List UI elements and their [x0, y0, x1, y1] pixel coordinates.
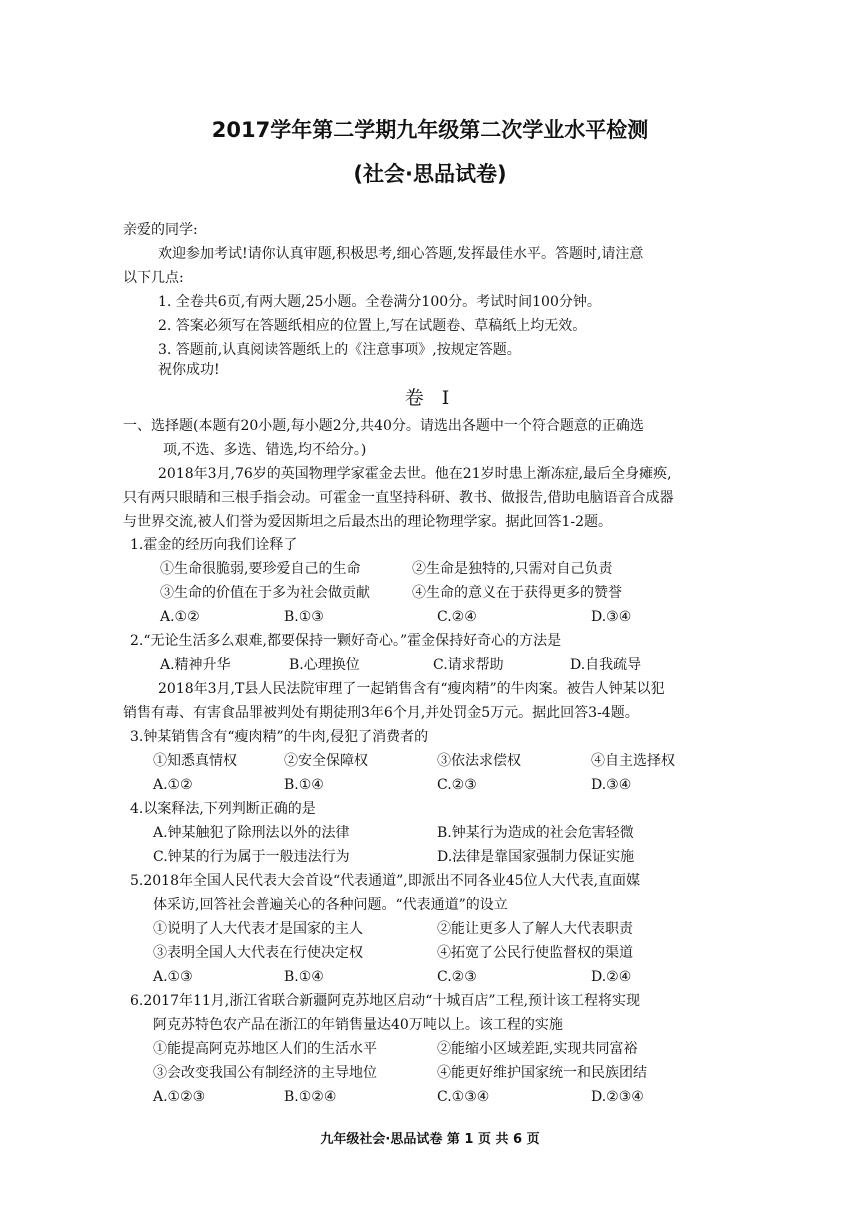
- q1-option-b: B.①③: [284, 609, 324, 625]
- q3-option-c: C.②③: [437, 777, 477, 793]
- q1-option-d: D.③④: [591, 609, 632, 625]
- q6-option-d: D.②③④: [591, 1089, 644, 1105]
- part1-heading-cont: 项,不选、多选、错选,均不给分。): [163, 442, 367, 458]
- q6-option-b: B.①②④: [284, 1089, 337, 1105]
- notice-3: 3. 答题前,认真阅读答题纸上的《注意事项》,按规定答题。: [158, 342, 521, 358]
- q6-statement-4: ④能更好维护国家统一和民族团结: [437, 1065, 647, 1081]
- q5-statement-2: ②能让更多人了解人大代表职责: [437, 921, 633, 937]
- question-3-stem: 3.钟某销售含有“瘦肉精”的牛肉,侵犯了消费者的: [130, 729, 429, 745]
- q6-option-c: C.①③④: [437, 1089, 490, 1105]
- q1-statement-4: ④生命的意义在于获得更多的赞誉: [412, 585, 622, 601]
- q5-statement-3: ③表明全国人大代表在行使决定权: [153, 945, 363, 961]
- q3-option-a: A.①②: [153, 777, 193, 793]
- q3-statement-2: ②安全保障权: [284, 753, 368, 769]
- material-1-line-3: 与世界交流,被人们誉为爱因斯坦之后最杰出的理论物理学家。据此回答1-2题。: [123, 514, 612, 530]
- intro-paragraph: 欢迎参加考试!请你认真审题,积极思考,细心答题,发挥最佳水平。答题时,请注意: [158, 246, 644, 262]
- q6-statement-1: ①能提高阿克苏地区人们的生活水平: [153, 1041, 377, 1057]
- q5-option-a: A.①③: [153, 969, 193, 985]
- q2-option-d: D.自我疏导: [570, 657, 642, 673]
- q2-option-b: B.心理换位: [289, 657, 360, 673]
- q3-option-d: D.③④: [591, 777, 632, 793]
- q1-statement-1: ①生命很脆弱,要珍爱自己的生命: [160, 561, 361, 577]
- material-2-line-1: 2018年3月,T县人民法院审理了一起销售含有“瘦肉精”的牛肉案。被告人钟某以犯: [158, 681, 665, 697]
- section-label: 卷 I: [404, 387, 456, 409]
- q5-option-b: B.①④: [284, 969, 324, 985]
- question-1-stem: 1.霍金的经历向我们诠释了: [130, 537, 298, 553]
- material-2-line-2: 销售有毒、有害食品罪被判处有期徒刑3年6个月,并处罚金5万元。据此回答3-4题。: [123, 705, 639, 721]
- q3-statement-4: ④自主选择权: [591, 753, 675, 769]
- q4-option-b: B.钟某行为造成的社会危害轻微: [437, 825, 634, 841]
- question-2-stem: 2.“无论生活多么艰难,都要保持一颗好奇心。”霍金保持好奇心的方法是: [130, 633, 562, 649]
- exam-subtitle: (社会·思品试卷): [353, 162, 507, 186]
- material-1-line-1: 2018年3月,76岁的英国物理学家霍金去世。他在21岁时患上渐冻症,最后全身瘫痪,: [158, 466, 672, 482]
- part1-heading: 一、选择题(本题有20小题,每小题2分,共40分。请选出各题中一个符合题意的正确选: [123, 418, 644, 434]
- q3-statement-1: ①知悉真情权: [153, 753, 237, 769]
- exam-title: 2017学年第二学期九年级第二次学业水平检测: [211, 118, 649, 142]
- q5-option-c: C.②③: [437, 969, 477, 985]
- q6-statement-3: ③会改变我国公有制经济的主导地位: [153, 1065, 377, 1081]
- question-6-stem: 6.2017年11月,浙江省联合新疆阿克苏地区启动“十城百店”工程,预计该工程将实现: [130, 993, 641, 1009]
- q4-option-c: C.钟某的行为属于一般违法行为: [153, 849, 350, 865]
- page-footer: 九年级社会·思品试卷 第 1 页 共 6 页: [320, 1132, 540, 1147]
- q2-option-c: C.请求帮助: [433, 657, 504, 673]
- q1-option-c: C.②④: [437, 609, 477, 625]
- question-5-stem-cont: 体采访,回答社会普遍关心的各种问题。“代表通道”的设立: [153, 897, 508, 913]
- q3-statement-3: ③依法求偿权: [437, 753, 521, 769]
- q5-statement-4: ④拓宽了公民行使监督权的渠道: [437, 945, 633, 961]
- notice-1: 1. 全卷共6页,有两大题,25小题。全卷满分100分。考试时间100分钟。: [158, 294, 601, 310]
- q5-statement-1: ①说明了人大代表才是国家的主人: [153, 921, 363, 937]
- q3-option-b: B.①④: [284, 777, 324, 793]
- q2-option-a: A.精神升华: [160, 657, 231, 673]
- q4-option-d: D.法律是靠国家强制力保证实施: [437, 849, 635, 865]
- q1-option-a: A.①②: [160, 609, 200, 625]
- notice-2: 2. 答案必须写在答题纸相应的位置上,写在试题卷、草稿纸上均无效。: [158, 318, 587, 334]
- material-1-line-2: 只有两只眼睛和三根手指会动。可霍金一直坚持科研、教书、做报告,借助电脑语音合成器: [123, 490, 674, 506]
- question-5-stem: 5.2018年全国人民代表大会首设“代表通道”,即派出不同各业45位人大代表,直面媒: [130, 873, 641, 889]
- q5-option-d: D.②④: [591, 969, 632, 985]
- question-6-stem-cont: 阿克苏特色农产品在浙江的年销售量达40万吨以上。该工程的实施: [153, 1017, 563, 1033]
- greeting: 亲爱的同学:: [123, 222, 198, 238]
- q6-option-a: A.①②③: [153, 1089, 206, 1105]
- q4-option-a: A.钟某触犯了除刑法以外的法律: [153, 825, 350, 841]
- q1-statement-2: ②生命是独特的,只需对自己负责: [412, 561, 613, 577]
- intro-paragraph-cont: 以下几点:: [123, 270, 184, 286]
- q6-statement-2: ②能缩小区域差距,实现共同富裕: [437, 1041, 638, 1057]
- good-luck: 祝你成功!: [158, 362, 220, 378]
- q1-statement-3: ③生命的价值在于多为社会做贡献: [160, 585, 370, 601]
- question-4-stem: 4.以案释法,下列判断正确的是: [130, 801, 316, 817]
